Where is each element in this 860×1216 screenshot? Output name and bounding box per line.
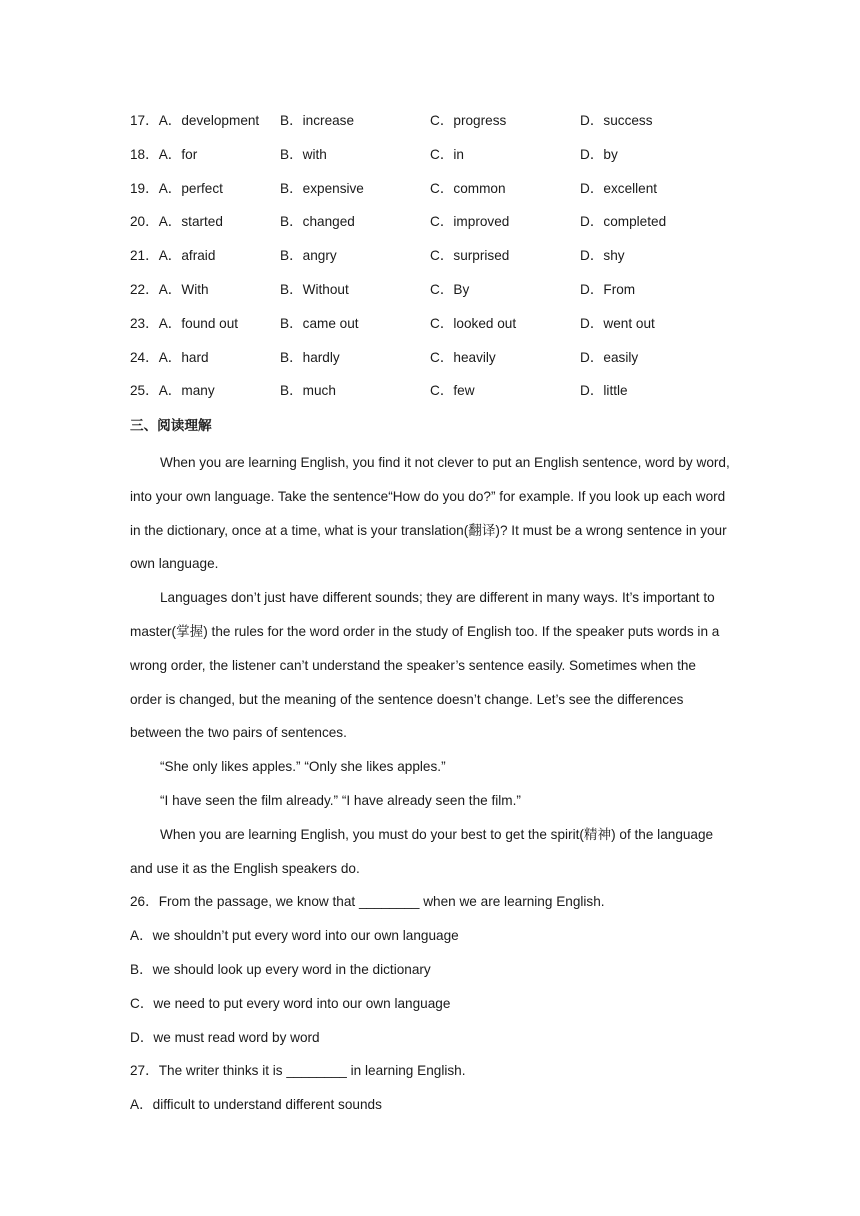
option-a: 20．A．started xyxy=(130,214,223,230)
passage-paragraph: When you are learning English, you find it not clever to put an English sentence, word by word, into your own language. Take the sentence“How do you do?” for example. If you look up each word in the dictionary, once at a time, what is your translation(翻译)? It must be a wrong sentence in your own language. xyxy=(130,454,730,572)
option-row-20 xyxy=(130,209,730,243)
passage-example: “She only likes apples.” “Only she likes apples.” xyxy=(160,759,446,775)
option-d: D．easily xyxy=(580,349,639,365)
option-d: D．shy xyxy=(580,248,625,264)
option-a: 21．A．afraid xyxy=(130,248,216,264)
option-d: D．From xyxy=(580,281,636,297)
option-c: C．surprised xyxy=(430,248,510,264)
option-row-19 xyxy=(130,176,730,210)
section-title: 三、阅读理解 xyxy=(130,418,212,435)
answer-option-a: A．we shouldn’t put every word into our own language xyxy=(130,928,459,944)
answer-option-d: D．we must read word by word xyxy=(130,1029,320,1045)
option-c: C．progress xyxy=(430,113,507,128)
option-a: 18．A．for xyxy=(130,146,198,162)
option-row-17 xyxy=(130,108,730,142)
option-b: B．increase xyxy=(280,113,355,128)
option-c: C．common xyxy=(430,180,506,196)
option-b: B．angry xyxy=(280,248,337,264)
option-row-24 xyxy=(130,345,730,379)
option-c: C．few xyxy=(430,383,475,399)
option-b: B．Without xyxy=(280,281,349,297)
option-d: D．excellent xyxy=(580,180,658,196)
option-d: D．completed xyxy=(580,214,667,230)
option-a: 17．A．development xyxy=(130,113,260,128)
option-b: B．expensive xyxy=(280,180,364,196)
option-b: B．with xyxy=(280,146,327,162)
option-d: D．success xyxy=(580,113,653,128)
option-row-25 xyxy=(130,378,730,412)
option-d: D．little xyxy=(580,383,628,399)
options-table xyxy=(130,108,730,412)
question-27: 27．The writer thinks it is ________ in learning English. xyxy=(130,1063,466,1079)
option-b: B．hardly xyxy=(280,349,340,365)
answer-option-b: B．we should look up every word in the dictionary xyxy=(130,961,431,977)
option-c: C．heavily xyxy=(430,349,496,365)
option-c: C．improved xyxy=(430,214,510,230)
passage-paragraph: When you are learning English, you must do your best to get the spirit(精神) of the language and use it as the English speakers do. xyxy=(130,826,714,876)
document-page xyxy=(130,108,730,1122)
option-a: 19．A．perfect xyxy=(130,180,223,196)
option-d: D．went out xyxy=(580,315,655,331)
option-a: 25．A．many xyxy=(130,383,215,399)
passage-paragraph: Languages don’t just have different sounds; they are different in many ways. It’s important to master(掌握) the rules for the word order in the study of English too. If the speaker puts words in a wrong order, the listener can’t understand the speaker’s sentence easily. Sometimes when the order is changed, but the meaning of the sentence doesn’t change. Let’s see the differences between the two pairs of sentences. xyxy=(130,590,720,741)
option-a: 22．A．With xyxy=(130,281,209,297)
question-26: 26．From the passage, we know that ________ when we are learning English. xyxy=(130,894,605,910)
option-row-18 xyxy=(130,142,730,176)
option-a: 24．A．hard xyxy=(130,349,209,365)
answer-option-c: C．we need to put every word into our own language xyxy=(130,995,451,1011)
answer-option-a: A．difficult to understand different sounds xyxy=(130,1097,382,1113)
option-a: 23．A．found out xyxy=(130,315,239,331)
option-b: B．came out xyxy=(280,315,359,331)
option-b: B．much xyxy=(280,383,336,399)
option-c: C．in xyxy=(430,146,464,162)
option-d: D．by xyxy=(580,146,618,162)
option-c: C．looked out xyxy=(430,315,517,331)
option-row-23 xyxy=(130,311,730,345)
passage-example: “I have seen the film already.” “I have already seen the film.” xyxy=(160,792,521,808)
option-row-22 xyxy=(130,277,730,311)
option-b: B．changed xyxy=(280,214,355,230)
option-c: C．By xyxy=(430,281,470,297)
option-row-21 xyxy=(130,243,730,277)
